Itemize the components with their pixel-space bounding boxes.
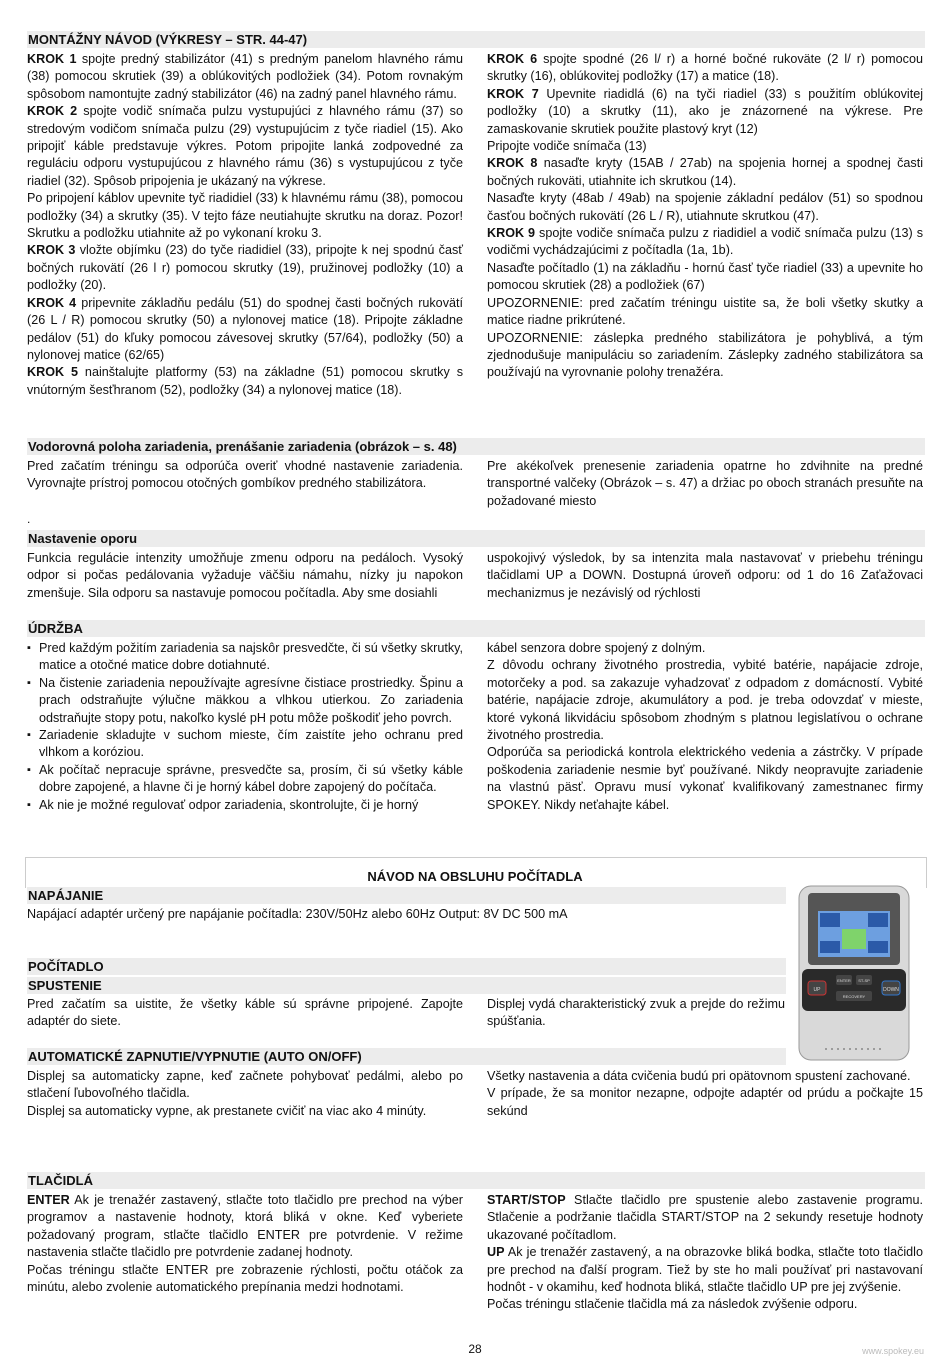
tlacidla-left bbox=[27, 1192, 463, 1296]
button-desc-text: Stlačte tlačidlo pre spustenie alebo zastavenie programu. Stlačenie a podržanie tlačidla START/STOP na 2 sekundy resetuje hodnoty ukazované počítadlom. bbox=[487, 1193, 923, 1242]
krok-text: spojte vodiče snímača pulzu z riadidiel a vodič snímača pulzu (13) s vodičmi vychádzajúcimi z počítadla (1a, 1b). bbox=[487, 226, 923, 258]
udrzba-para: kábel senzora dobre spojený z dolným. bbox=[487, 641, 706, 655]
odpor-right: uspokojivý výsledok, by sa intenzita mala nastavovať v priebehu tréningu tlačidlami UP a DOWN. Dostupná úroveň odporu: od 1 do 16 Zaťažovaci mechanizmus je nezávislý od rýchlosti bbox=[487, 551, 923, 600]
spustenie-left: Pred začatím sa uistite, že všetky káble sú správne pripojené. Zapojte adaptér do siete. bbox=[27, 997, 463, 1029]
udrzba-right bbox=[487, 640, 923, 814]
section-header-vodorovna: Vodorovná poloha zariadenia, prenášanie zariadenia (obrázok – s. 48) bbox=[27, 438, 925, 455]
montaz-right-column bbox=[487, 51, 923, 382]
krok-3 bbox=[27, 242, 463, 294]
section-header-montaz: MONTÁŽNY NÁVOD (VÝKRESY – STR. 44-47) bbox=[27, 31, 925, 48]
section-header-odpor: Nastavenie oporu bbox=[27, 530, 925, 547]
udrzba-item: ▪ Ak nie je možné regulovať odpor zariadenia, skontrolujte, či je horný bbox=[27, 797, 463, 814]
krok-label: KROK 8 bbox=[487, 156, 538, 171]
udrzba-para: Z dôvodu ochrany životného prostredia, vybité batérie, napájacie zdroje, motorčeky a pod. sa zakazuje vyhadzovať z odpadom z domácností. Vybité batérie, napájacie zdroje, akumulátory a pod. je treba odovzdať v mieste, ktoré vykoná likvidáciu spôsobom zhodným s platnou legislatívou o ochrane životného prostredia. bbox=[487, 658, 923, 743]
spustenie-right: Displej vydá charakteristický zvuk a prejde do režimu spúšťania. bbox=[487, 997, 785, 1029]
vodorovna-right: Pre akékoľvek prenesenie zariadenia opatrne ho zdvihnite na predné transportné valčeky (Obrázok – s. 47) a držiac po oboch stranách presuňte na požadované miesto bbox=[487, 459, 923, 508]
krok-label: KROK 2 bbox=[27, 104, 78, 119]
enter-button-label: ENTER bbox=[837, 978, 851, 983]
warning-text: UPOZORNENIE: pred začatím tréningu uistite sa, že boli všetky skutky a matice riadne prikrútené. bbox=[487, 295, 923, 328]
krok-9-cont bbox=[487, 260, 923, 295]
krok-7 bbox=[487, 86, 923, 138]
krok-text: spojte spodné (26 l/ r) a horné bočné rukoväte (2 l/ r) pomocou skrutky (16), oblúkovitej podložky (17) a matice (18). bbox=[487, 52, 923, 84]
krok-label: KROK 1 bbox=[27, 52, 77, 66]
krok-text: Upevnite riadidlá (6) na tyči riadiel (33) s použitím oblúkovitej podložky (10) a skrutky (11), ako je znázornené na výkrese. Pre zamaskovanie skrutiek použite plastový kryt (12) bbox=[487, 86, 923, 136]
udrzba-item: ▪ Pred každým požitím zariadenia sa najskôr presvedčte, či sú všetky skrutky, matice a otočné matice dobre dotiahnuté. bbox=[27, 640, 463, 675]
warning-1 bbox=[487, 295, 923, 330]
stray-dot: . bbox=[27, 512, 31, 526]
krok-text: Po pripojení káblov upevnite tyč riadidiel (33) k hlavnému rámu (38), pomocou podložky (34) a skrutky (35). V tejto fáze neutiahujte skrutku na doraz. Pozor! Skrutku a podložku utiahnite až po vykonaní kroku 3. bbox=[27, 191, 463, 241]
krok-label: KROK 7 bbox=[487, 86, 539, 101]
krok-1 bbox=[27, 51, 463, 103]
krok-text: nasaďte kryty (15AB / 27ab) na spojenia hornej a spodnej časti bočných rukoväti, utiahnite ich skrutkou (14). bbox=[487, 156, 923, 188]
udrzba-item: ▪ Ak počítač nepracuje správne, presvedčte sa, prosím, či sú všetky káble dobre zapojené, a hlavne či je horný kábel dobre zapojený do počítača. bbox=[27, 762, 463, 797]
pocitadlo-header: POČÍTADLO bbox=[27, 958, 786, 975]
website-footer: www.spokey.eu bbox=[862, 1346, 924, 1356]
krok-text: spojte vodič snímača pulzu vystupujúci z hlavného rámu (37) so stredovým vodičom snímača pulzu (29) vystupujúcim z tyče riadiel (15). Ako pripojiť káble predstavuje výkres. Potom pripojite lanká zodpovedné za reguláciu odporu vystupujúcou z hlavného rámu (36) s vystupujúcou z tyče riadiel (32). Spôsob pripojenia je ukázaný na výkrese. bbox=[27, 104, 463, 188]
krok-5 bbox=[27, 364, 463, 399]
section-header-tlacidla: TLAČIDLÁ bbox=[27, 1172, 925, 1189]
krok-2-cont bbox=[27, 190, 463, 242]
enter-desc-2: Počas tréningu stlačte ENTER pre zobrazenie rýchlosti, počtu otáčok za minútu, alebo zvolenie automatického prepínania medzi hodnotami. bbox=[27, 1262, 463, 1295]
krok-label: KROK 6 bbox=[487, 52, 538, 66]
krok-label: KROK 3 bbox=[27, 243, 76, 258]
auto-right-para: V prípade, že sa monitor nezapne, odpojte adaptér od prúdu a počkajte 15 sekúnd bbox=[487, 1086, 923, 1118]
auto-left bbox=[27, 1068, 463, 1120]
napajanie-text: Napájací adaptér určený pre napájanie počítadla: 230V/50Hz alebo 60Hz Output: 8V DC 500 mA bbox=[27, 907, 568, 921]
krok-7-cont bbox=[487, 138, 923, 155]
button-name: ENTER bbox=[27, 1193, 70, 1207]
krok-label: KROK 4 bbox=[27, 295, 77, 310]
auto-right-para: Všetky nastavenia a dáta cvičenia budú pri opätovnom spustení zachované. bbox=[487, 1069, 911, 1083]
krok-text: pripevnite základňu pedálu (51) do spodnej časti bočných rukovätí (26 L / R) pomocou skrutky (50) a nylonovej matice (18). Pripojte základne pedálov (51) do kľuky pomocou závesovej skrutky (57/64), podložky (50) a nylonovej matice (62/65) bbox=[27, 295, 463, 362]
page-number: 28 bbox=[468, 1342, 482, 1356]
montaz-left-column bbox=[27, 51, 463, 399]
warning-2 bbox=[487, 330, 923, 382]
auto-left-para: Displej sa automaticky zapne, keď začnete pohybovať pedálmi, alebo po stlačení ľubovoľného tlačidla. bbox=[27, 1069, 463, 1101]
krok-text: nainštalujte platformy (53) na základne (51) pomocou skrutky s vnútorným šesťhranom (52), podložky (34) a nylonovej matice (18). bbox=[27, 365, 463, 397]
button-desc-text: Ak je trenažér zastavený, stlačte toto tlačidlo pre prechod na výber programov a nastavenie hodnoty, ktorá bliká v okne. Keď vyberiete požadovaný program, stlačte tlačidlo ENTER pre potvrdenie. V režime nastavenia stlačte tlačidlo pre potvrdenie zadanej hodnoty. bbox=[27, 1193, 463, 1260]
krok-label: KROK 9 bbox=[487, 226, 536, 241]
tlacidla-right bbox=[487, 1192, 923, 1314]
krok-text: Pripojte vodiče snímača (13) bbox=[487, 139, 647, 154]
navod-title: NÁVOD NA OBSLUHU POČÍTADLA bbox=[367, 869, 583, 884]
enter-desc bbox=[27, 1192, 463, 1262]
krok-text: spojte predný stabilizátor (41) s predným panelom hlavného rámu (38) pomocou skrutiek (39) a oblúkovitých podložiek (34). Potom rovnakým spôsobom namontujte zadný stabilizátor (46) na zadný panel hlavného rámu. bbox=[27, 52, 463, 101]
napajanie-header: NAPÁJANIE bbox=[27, 887, 786, 904]
computer-console-illustration bbox=[798, 885, 910, 1061]
krok-2 bbox=[27, 103, 463, 190]
udrzba-left bbox=[27, 640, 463, 814]
button-name: UP bbox=[487, 1245, 505, 1260]
down-button-label: DOWN bbox=[883, 987, 899, 993]
krok-label: KROK 5 bbox=[27, 365, 79, 380]
section-header-udrzba: ÚDRŽBA bbox=[27, 620, 925, 637]
button-desc-text: Ak je trenažér zastavený, a na obrazovke bliká bodka, stlačte toto tlačidlo pre prechod na ďalší program. Tiež by ste ho mali používať pri nastavovaní hodnôt - v okamihu, keď hodnota bliká, stlačte tlačidlo UP pre jej zvýšenie. bbox=[487, 1245, 923, 1295]
vodorovna-left: Pred začatím tréningu sa odporúča overiť vhodné nastavenie zariadenia. Vyrovnajte prístroj pomocou otočných gombíkov predného stabilizátora. bbox=[27, 459, 463, 491]
up-desc-2: Počas tréningu stlačenie tlačidla má za následok zvýšenie odporu. bbox=[487, 1297, 858, 1312]
warning-text: UPOZORNENIE: záslepka predného stabilizátora je pohyblivá, a tým zjednodušuje manipuláciu so zariadením. Záslepky zadného stabilizátora sa používajú na vyrovnanie polohy trenažéra. bbox=[487, 330, 923, 380]
krok-8 bbox=[487, 155, 923, 190]
auto-right bbox=[487, 1068, 923, 1120]
spustenie-header: SPUSTENIE bbox=[27, 977, 786, 994]
up-desc bbox=[487, 1244, 923, 1296]
krok-text: Nasaďte počítadlo (1) na základňu - hornú časť tyče riadiel (33) a upevnite ho pomocou skrutiek (28) a podložiek (67) bbox=[487, 260, 923, 293]
recovery-button-label: RECOVERY bbox=[842, 994, 866, 999]
udrzba-para: Odporúča sa periodická kontrola elektrického vedenia a zástrčky. V prípade poškodenia zariadenie nesmie byť používané. Nikdy neopravujte zariadenie na vlastnú päsť. Opravu musí vykonať kvalifikovaný zamestnanec firmy SPOKEY. Nikdy neťahajte kábel. bbox=[487, 745, 923, 812]
krok-text: vložte objímku (23) do tyče riadidiel (33), pripojte k nej spodnú časť bočných rukovätí (26 l r) pomocou skrutky (19), pružinovej podložky (10) a podložky (20). bbox=[27, 243, 463, 293]
krok-4 bbox=[27, 295, 463, 365]
startstop-button-label: ST-SP bbox=[858, 978, 870, 983]
startstop-desc bbox=[487, 1192, 923, 1244]
udrzba-item: ▪ Na čistenie zariadenia nepoužívajte agresívne čistiace prostriedky. Špinu a prach odstraňujte výlučne mäkkou a vlhkou utierkou. Zo zariadenia odstraňujte stopy potu, nakoľko kyslé pH potu môže poškodiť jeho povrch. bbox=[27, 675, 463, 727]
krok-8-cont bbox=[487, 190, 923, 225]
krok-6 bbox=[487, 51, 923, 86]
auto-header: AUTOMATICKÉ ZAPNUTIE/VYPNUTIE (AUTO ON/OFF) bbox=[27, 1048, 786, 1065]
udrzba-item: ▪ Zariadenie skladujte v suchom mieste, čím zaistíte jeho ochranu pred vlhkom a koróziou. bbox=[27, 727, 463, 762]
krok-text: Nasaďte kryty (48ab / 49ab) na spojenie základní pedálov (51) so spodnou časťou bočných rukovätí (26 L / R), utiahnute skrutkou (47). bbox=[487, 191, 923, 223]
krok-9 bbox=[487, 225, 923, 260]
up-button-label: UP bbox=[813, 987, 821, 993]
auto-left-para: Displej sa automaticky vypne, ak prestanete cvičiť na viac ako 4 minúty. bbox=[27, 1103, 427, 1118]
button-name: START/STOP bbox=[487, 1193, 566, 1207]
odpor-left: Funkcia regulácie intenzity umožňuje zmenu odporu na pedáloch. Vysoký odpor si počas pedálovania vyžaduje väčšiu námahu, nízky ju napokon zmenšuje. Sila odporu sa nastavuje pomocou počítadla. Aby sme dosiahli bbox=[27, 551, 463, 600]
